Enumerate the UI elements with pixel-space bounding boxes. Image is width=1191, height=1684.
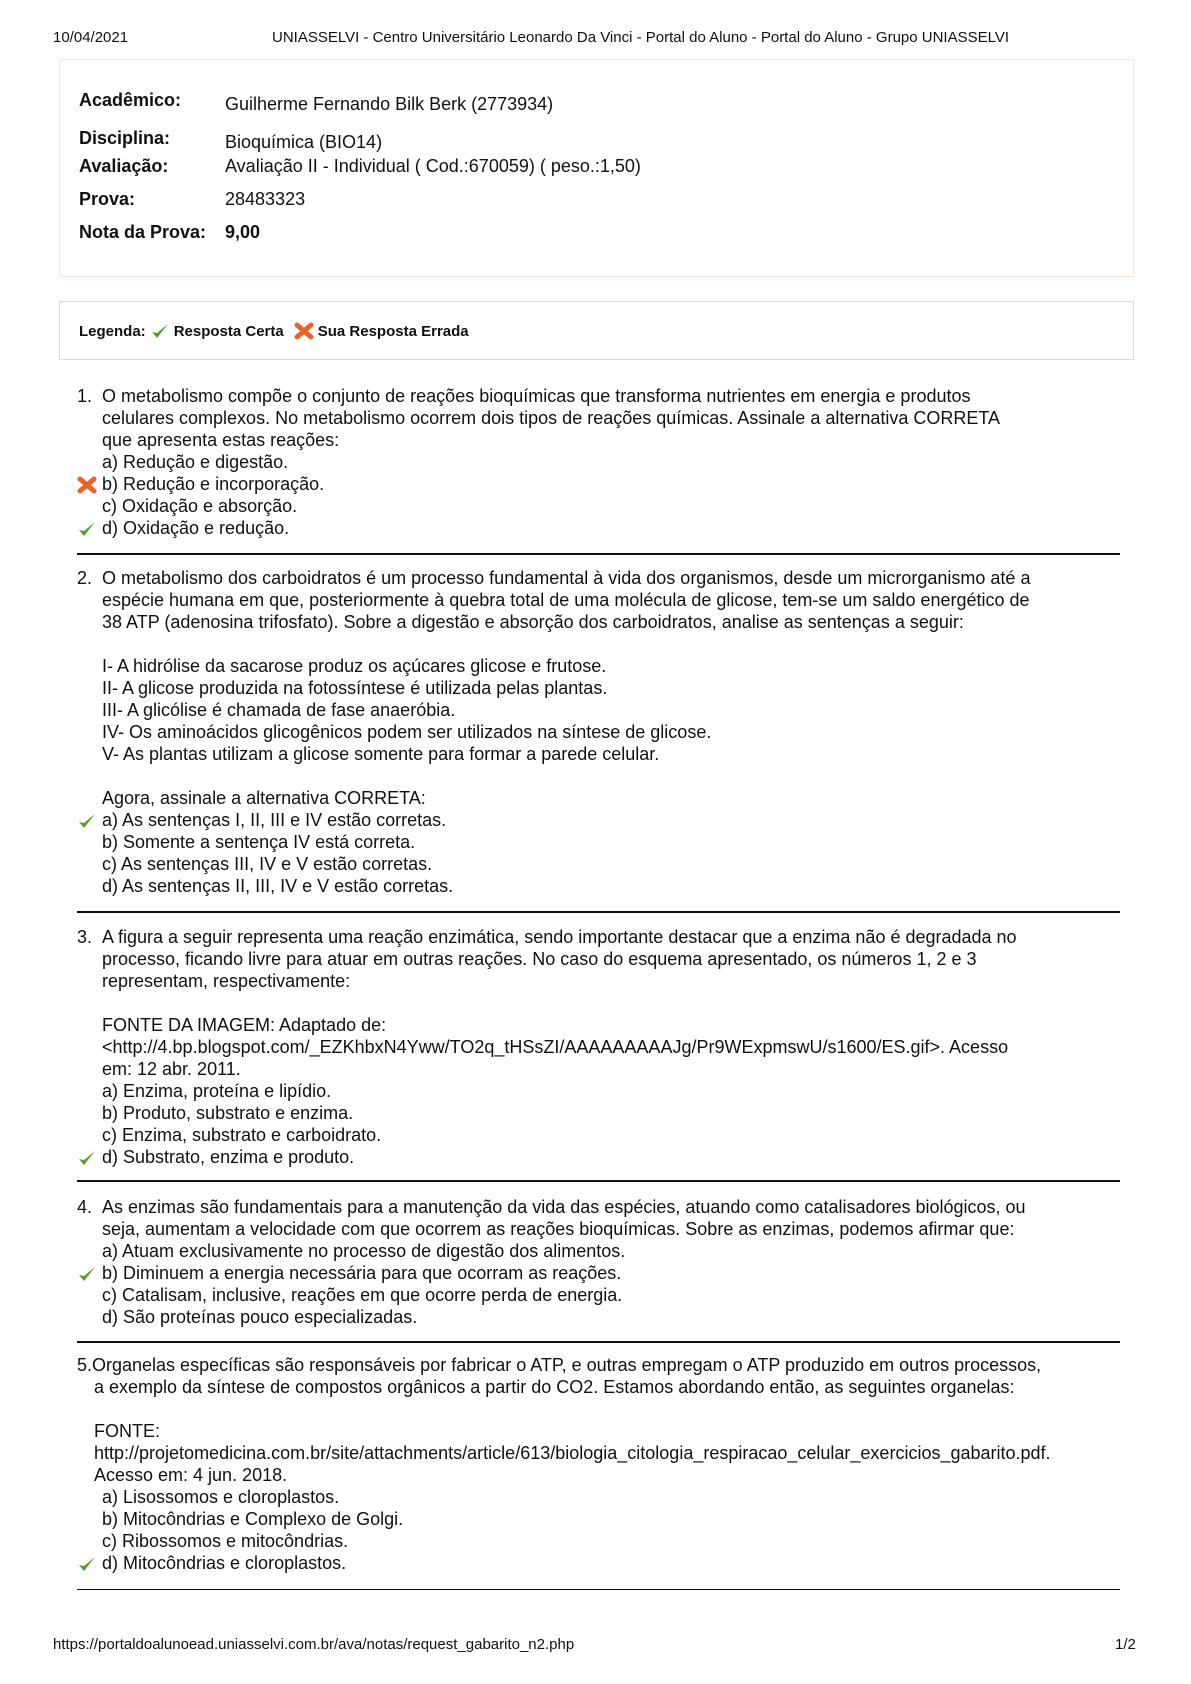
line-text: representam, respectivamente: (102, 971, 351, 991)
question-divider (77, 1589, 1120, 1590)
line-text: d) As sentenças II, III, IV e V estão corretas. (102, 876, 454, 896)
question-text-line (0, 429, 1191, 451)
line-text: b) Produto, substrato e enzima. (102, 1103, 354, 1123)
footer-url: https://portaldoalunoead.uniasselvi.com.br/ava/notas/request_gabarito_n2.php (53, 1636, 575, 1653)
question-divider (77, 911, 1120, 913)
line-text: b) Somente a sentença IV está correta. (102, 832, 416, 852)
info-label: Disciplina: (79, 128, 171, 148)
question-text-line (0, 970, 1191, 992)
line-text: 5.Organelas específicas são responsáveis por fabricar o ATP, e outras empregam o ATP produzido em outros processos, (77, 1355, 1042, 1375)
info-value: 9,00 (225, 222, 261, 242)
answer-option (0, 517, 1191, 539)
info-label: Avaliação: (79, 156, 169, 176)
question-4 (0, 1196, 1191, 1328)
line-text: b) Diminuem a energia necessária para que ocorram as reações. (102, 1263, 622, 1283)
line-text: b) Redução e incorporação. (102, 474, 325, 494)
answer-option (0, 809, 1191, 831)
line-text: c) Enzima, substrato e carboidrato. (102, 1125, 382, 1145)
question-text-line (0, 633, 1191, 655)
line-text: a) Enzima, proteína e lipídio. (102, 1081, 332, 1101)
question-text-line (0, 589, 1191, 611)
line-text: c) Catalisam, inclusive, reações em que ocorre perda de energia. (102, 1285, 623, 1305)
line-text: III- A glicólise é chamada de fase anaeróbia. (102, 700, 456, 720)
question-text-line (0, 1398, 1191, 1420)
line-text: d) Substrato, enzima e produto. (102, 1147, 355, 1167)
question-text-line (0, 1218, 1191, 1240)
question-text-line (0, 1420, 1191, 1442)
answer-option (0, 1486, 1191, 1508)
answer-option (0, 1284, 1191, 1306)
question-text-line (0, 1464, 1191, 1486)
line-text: a) Redução e digestão. (102, 452, 289, 472)
question-text-line (0, 567, 1191, 589)
check-icon (77, 1149, 97, 1167)
answer-option (0, 1262, 1191, 1284)
question-number: 4. (77, 1197, 93, 1217)
answer-option (0, 1124, 1191, 1146)
line-text: processo, ficando livre para atuar em outras reações. No caso do esquema apresentado, os números 1, 2 e 3 (102, 949, 977, 969)
question-text-line (0, 992, 1191, 1014)
legend-label: Legenda: (79, 322, 146, 340)
line-text: O metabolismo compõe o conjunto de reações bioquímicas que transforma nutrientes em energia e produtos (102, 386, 971, 406)
line-text: IV- Os aminoácidos glicogênicos podem ser utilizados na síntese de glicose. (102, 722, 712, 742)
question-3 (0, 926, 1191, 1168)
question-text-line (0, 385, 1191, 407)
question-text-line (0, 611, 1191, 633)
line-text: a) Atuam exclusivamente no processo de digestão dos alimentos. (102, 1241, 626, 1261)
line-text: c) Oxidação e absorção. (102, 496, 298, 516)
question-text-line (0, 1014, 1191, 1036)
question-divider (77, 1180, 1120, 1182)
line-text: <http://4.bp.blogspot.com/_EZKhbxN4Yww/TO2q_tHSsZI/AAAAAAAAAJg/Pr9WExpmswU/s1600/ES.gif>. Acesso (102, 1037, 1009, 1057)
info-label: Acadêmico: (79, 90, 182, 110)
question-1 (0, 385, 1191, 539)
question-text-line (0, 948, 1191, 970)
line-text: c) As sentenças III, IV e V estão corretas. (102, 854, 433, 874)
answer-option (0, 473, 1191, 495)
line-text: seja, aumentam a velocidade com que ocorrem as reações bioquímicas. Sobre as enzimas, podemos afirmar que: (102, 1219, 1015, 1239)
line-text: A figura a seguir representa uma reação enzimática, sendo importante destacar que a enzima não é degradada no (102, 927, 1017, 947)
line-text: celulares complexos. No metabolismo ocorrem dois tipos de reações químicas. Assinale a alternativa CORRETA (102, 408, 1001, 428)
check-icon (77, 1265, 97, 1283)
answer-option (0, 1146, 1191, 1168)
question-text-line (0, 787, 1191, 809)
page-title: UNIASSELVI - Centro Universitário Leonardo Da Vinci - Portal do Aluno - Portal do Aluno - Grupo UNIASSELVI (272, 29, 1010, 46)
line-text: a exemplo da síntese de compostos orgânicos a partir do CO2. Estamos abordando então, as seguintes organelas: (94, 1377, 1015, 1397)
question-text-line (0, 926, 1191, 948)
legend-wrong: Sua Resposta Errada (317, 322, 469, 340)
answer-option (0, 495, 1191, 517)
line-text: d) Oxidação e redução. (102, 518, 290, 538)
line-text: a) Lisossomos e cloroplastos. (102, 1487, 340, 1507)
line-text: II- A glicose produzida na fotossíntese é utilizada pelas plantas. (102, 678, 608, 698)
exam-info-panel (59, 59, 1134, 277)
question-text-line (0, 677, 1191, 699)
answer-option (0, 1552, 1191, 1574)
answer-option (0, 1530, 1191, 1552)
line-text: I- A hidrólise da sacarose produz os açúcares glicose e frutose. (102, 656, 607, 676)
question-text-line (0, 743, 1191, 765)
question-text-line (0, 1442, 1191, 1464)
check-icon (150, 322, 170, 340)
question-text-line (0, 765, 1191, 787)
answer-option (0, 853, 1191, 875)
line-text: espécie humana em que, posteriormente à quebra total de uma molécula de glicose, tem-se um saldo energético de (102, 590, 1030, 610)
line-text: V- As plantas utilizam a glicose somente para formar a parede celular. (102, 744, 660, 764)
question-text-line (0, 655, 1191, 677)
line-text: http://projetomedicina.com.br/site/attachments/article/613/biologia_citologia_respiracao_celular_exercicios_gabarito.pdf. (94, 1443, 1051, 1463)
line-text: FONTE DA IMAGEM: Adaptado de: (102, 1015, 387, 1035)
question-number: 2. (77, 568, 93, 588)
info-label: Nota da Prova: (79, 222, 207, 242)
answer-option (0, 1306, 1191, 1328)
answer-option (0, 1080, 1191, 1102)
question-text-line (0, 1354, 1191, 1376)
question-text-line (0, 407, 1191, 429)
answer-option (0, 451, 1191, 473)
answer-option (0, 1102, 1191, 1124)
line-text: c) Ribossomos e mitocôndrias. (102, 1531, 349, 1551)
question-text-line (0, 1376, 1191, 1398)
question-divider (77, 1341, 1120, 1343)
line-text: As enzimas são fundamentais para a manutenção da vida das espécies, atuando como catalisadores biológicos, ou (102, 1197, 1026, 1217)
question-text-line (0, 1058, 1191, 1080)
question-text-line (0, 721, 1191, 743)
line-text: a) As sentenças I, II, III e IV estão corretas. (102, 810, 447, 830)
check-icon (77, 812, 97, 830)
legend-correct: Resposta Certa (173, 322, 284, 340)
answer-option (0, 831, 1191, 853)
line-text: FONTE: (94, 1421, 160, 1441)
line-text: 38 ATP (adenosina trifosfato). Sobre a digestão e absorção dos carboidratos, analise as sentenças a seguir: (102, 612, 964, 632)
info-value: Avaliação II - Individual ( Cod.:670059) ( peso.:1,50) (225, 156, 641, 176)
question-number: 3. (77, 927, 93, 947)
info-value: 28483323 (225, 189, 306, 209)
line-text: d) São proteínas pouco especializadas. (102, 1307, 418, 1327)
cross-icon (294, 322, 314, 340)
line-text: Acesso em: 4 jun. 2018. (94, 1465, 288, 1485)
answer-option (0, 875, 1191, 897)
question-number: 1. (77, 386, 93, 406)
legend-panel (59, 301, 1134, 360)
question-text-line (0, 1196, 1191, 1218)
line-text: d) Mitocôndrias e cloroplastos. (102, 1553, 347, 1573)
question-text-line (0, 699, 1191, 721)
print-date: 10/04/2021 (53, 29, 129, 46)
info-label: Prova: (79, 189, 136, 209)
line-text: b) Mitocôndrias e Complexo de Golgi. (102, 1509, 404, 1529)
page-number: 1/2 (1115, 1636, 1136, 1653)
check-icon (77, 1555, 97, 1573)
question-divider (77, 553, 1120, 555)
line-text: Agora, assinale a alternativa CORRETA: (102, 788, 426, 808)
question-2 (0, 567, 1191, 897)
info-value: Bioquímica (BIO14) (225, 132, 383, 152)
line-text: em: 12 abr. 2011. (102, 1059, 241, 1079)
answer-option (0, 1508, 1191, 1530)
line-text: O metabolismo dos carboidratos é um processo fundamental à vida dos organismos, desde um microrganismo até a (102, 568, 1031, 588)
answer-option (0, 1240, 1191, 1262)
info-value: Guilherme Fernando Bilk Berk (2773934) (225, 94, 554, 114)
question-5 (0, 1354, 1191, 1574)
cross-icon (77, 476, 97, 494)
question-text-line (0, 1036, 1191, 1058)
check-icon (77, 520, 97, 538)
line-text: que apresenta estas reações: (102, 430, 340, 450)
